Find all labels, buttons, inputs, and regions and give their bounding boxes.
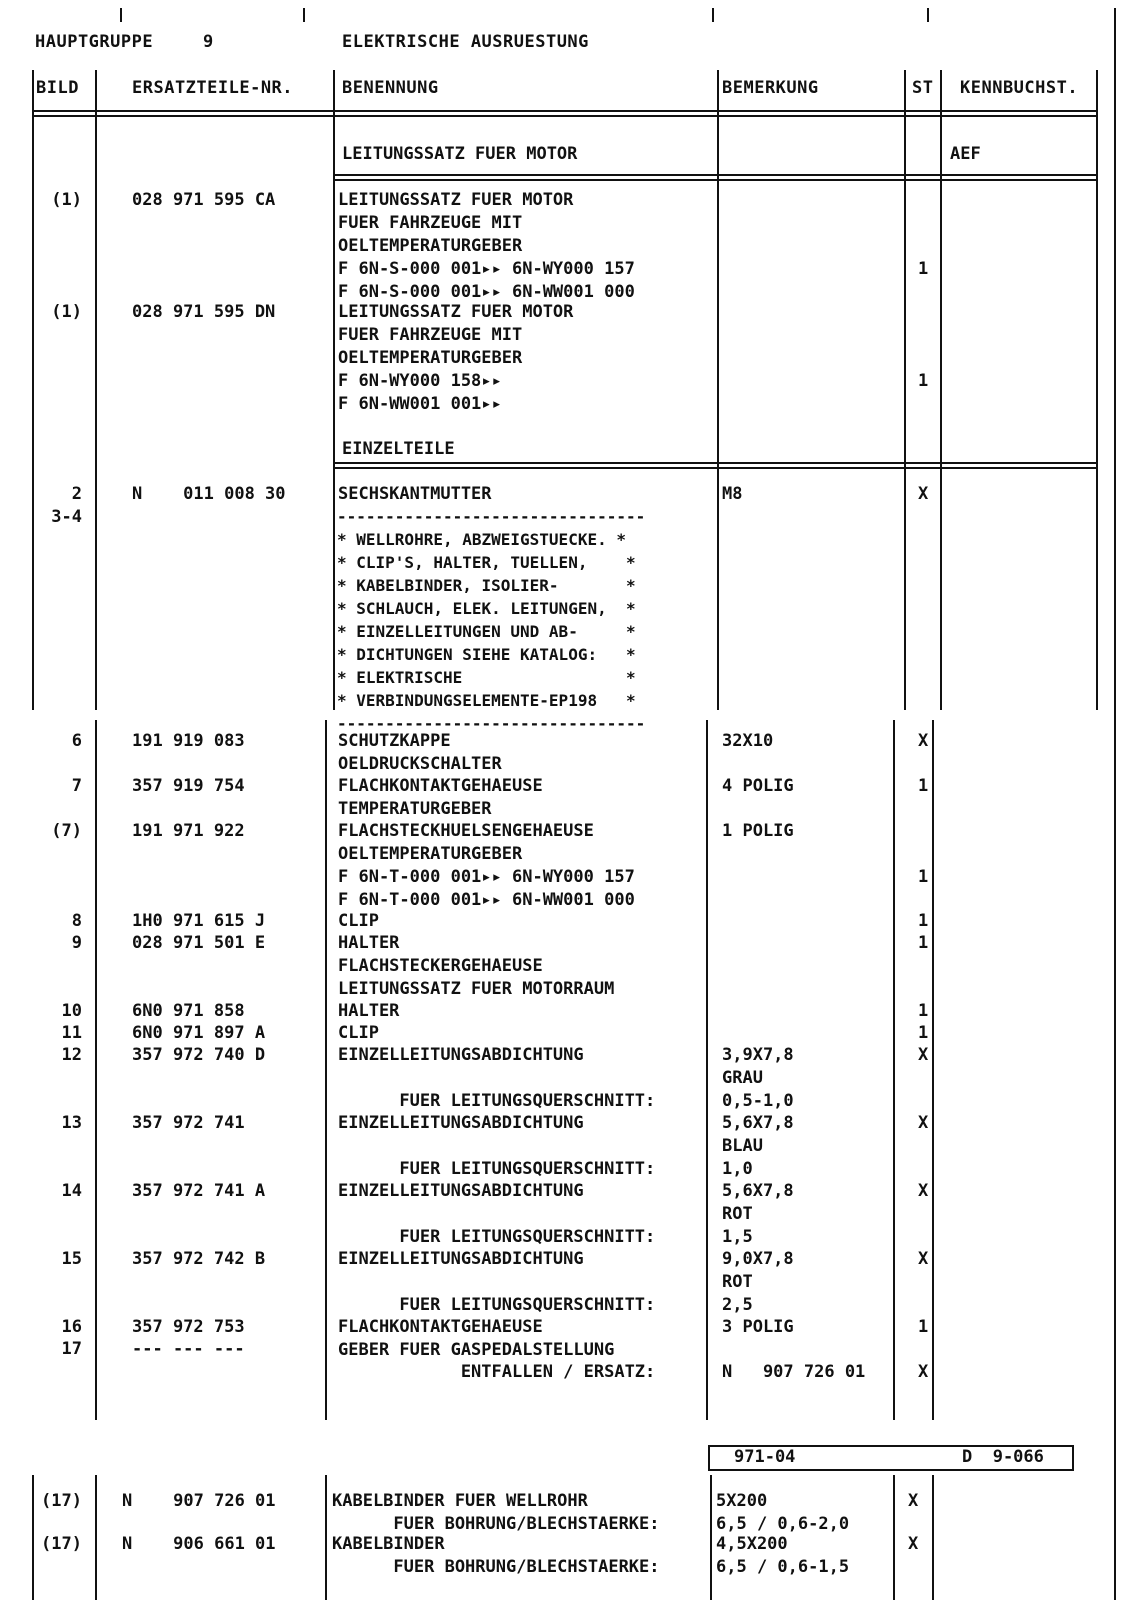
cell-bild: 16 — [61, 1317, 82, 1337]
cell-bemerkung: 32X10 — [722, 731, 774, 751]
page-ref-left: 971-04 — [734, 1447, 796, 1467]
cell-nr: 6N0 971 858 — [132, 1001, 245, 1021]
cell-st: X — [918, 731, 929, 751]
cell-benennung: KABELBINDER FUER BOHRUNG/BLECHSTAERKE: — [332, 1534, 660, 1577]
cell-st: X — [918, 1362, 929, 1382]
col-bild: BILD — [36, 78, 79, 98]
cell-benennung: SCHUTZKAPPE OELDRUCKSCHALTER — [338, 731, 502, 774]
cell-bild: (1) — [51, 302, 82, 322]
cell-bild: 6 — [71, 731, 82, 751]
cell-benennung: FLACHKONTAKTGEHAEUSE TEMPERATURGEBER — [338, 776, 543, 819]
note-box: -------------------------------- * WELLROHRE, ABZWEIGSTUECKE. * * CLIP'S, HALTER, TUELLEN, * * KABELBINDER, ISOLIER- * * SCHLAUCH, ELEK. LEITUNGEN, * * EINZELLEITUNGEN UND AB- * * DICHTUNGEN SIEHE KATALOG: * * ELEKTRISCHE * * VERBINDUNGSELEMENTE-EP198 * -------------------------------- — [337, 507, 646, 733]
cell-st: 1 — [918, 1023, 929, 1043]
cell-bemerkung: 3 POLIG — [722, 1317, 794, 1337]
cell-st: X — [908, 1534, 919, 1554]
cell-nr: 191 919 083 — [132, 731, 245, 751]
cell-bemerkung: 1 POLIG — [722, 821, 794, 841]
cell-st: X — [918, 1249, 929, 1269]
cell-benennung: HALTER — [338, 1001, 400, 1021]
cell-st: X — [918, 1181, 929, 1201]
cell-benennung: HALTER FLACHSTECKERGEHAEUSE LEITUNGSSATZ FUER MOTORRAUM — [338, 933, 615, 999]
cell-benennung: FLACHSTECKHUELSENGEHAEUSE OELTEMPERATURGEBER F 6N-T-000 001▸▸ 6N-WY000 157 F 6N-T-000 001▸▸ 6N-WW001 000 — [338, 821, 635, 910]
section-kennbuchst: AEF — [950, 144, 981, 164]
section-title: LEITUNGSSATZ FUER MOTOR — [342, 144, 578, 164]
cell-bild: 11 — [61, 1023, 82, 1043]
cell-nr: --- --- --- — [132, 1339, 245, 1359]
cell-bemerkung: M8 — [722, 484, 743, 504]
cell-st: 1 — [918, 1001, 929, 1021]
cell-bemerkung: N 907 726 01 — [722, 1362, 866, 1382]
einzelteile-heading: EINZELTEILE — [342, 439, 455, 459]
cell-bild: 17 — [61, 1339, 82, 1359]
cell-benennung: SECHSKANTMUTTER — [338, 484, 492, 504]
cell-benennung: KABELBINDER FUER WELLROHR FUER BOHRUNG/BLECHSTAERKE: — [332, 1491, 660, 1534]
page-ref-right: D 9-066 — [962, 1447, 1044, 1467]
cell-bild: (1) — [51, 190, 82, 210]
cell-st: 1 — [918, 1317, 929, 1337]
cell-nr: 028 971 595 DN — [132, 302, 276, 322]
cell-nr: 357 972 742 B — [132, 1249, 266, 1269]
cell-bild: 15 — [61, 1249, 82, 1269]
cell-bemerkung: 9,0X7,8 ROT 2,5 — [722, 1249, 794, 1315]
col-kb: KENNBUCHST. — [960, 78, 1079, 98]
cell-bild: 12 — [61, 1045, 82, 1065]
cell-st: X — [918, 484, 929, 504]
cell-bemerkung: 5X200 6,5 / 0,6-2,0 — [716, 1491, 850, 1534]
group-number: 9 — [203, 32, 214, 52]
cell-nr: 357 972 740 D — [132, 1045, 266, 1065]
cell-bild: (17) — [41, 1491, 82, 1511]
cell-nr: 357 972 741 A — [132, 1181, 266, 1201]
cell-nr: 6N0 971 897 A — [132, 1023, 266, 1043]
col-benennung: BENENNUNG — [342, 78, 439, 98]
cell-bemerkung: 3,9X7,8 GRAU 0,5-1,0 — [722, 1045, 794, 1111]
cell-bild: (7) — [51, 821, 82, 841]
cell-nr: 357 972 741 — [132, 1113, 245, 1133]
cell-bild: 14 — [61, 1181, 82, 1201]
cell-st: 1 — [918, 933, 929, 953]
group-label: HAUPTGRUPPE — [35, 32, 154, 52]
cell-bemerkung: 5,6X7,8 BLAU 1,0 — [722, 1113, 794, 1179]
cell-nr: 028 971 595 CA — [132, 190, 276, 210]
col-nr: ERSATZTEILE-NR. — [132, 78, 294, 98]
cell-nr: 357 919 754 — [132, 776, 245, 796]
cell-benennung: EINZELLEITUNGSABDICHTUNG FUER LEITUNGSQUERSCHNITT: — [338, 1181, 656, 1247]
cell-st: X — [908, 1491, 919, 1511]
col-bemerkung: BEMERKUNG — [722, 78, 819, 98]
cell-nr: 191 971 922 — [132, 821, 245, 841]
cell-st: 1 — [918, 911, 929, 931]
cell-benennung: ENTFALLEN / ERSATZ: — [460, 1362, 656, 1382]
cell-bild: 7 — [71, 776, 82, 796]
cell-benennung: CLIP — [338, 911, 379, 931]
cell-bild: 8 — [71, 911, 82, 931]
cell-bild: 9 — [71, 933, 82, 953]
cell-benennung: FLACHKONTAKTGEHAEUSE GEBER FUER GASPEDALSTELLUNG — [338, 1317, 615, 1360]
cell-st: 1 — [918, 371, 929, 391]
cell-benennung: LEITUNGSSATZ FUER MOTOR FUER FAHRZEUGE MIT OELTEMPERATURGEBER F 6N-WY000 158▸▸ F 6N-WW001 001▸▸ — [338, 302, 574, 414]
cell-st: 1 — [918, 776, 929, 796]
cell-benennung: EINZELLEITUNGSABDICHTUNG FUER LEITUNGSQUERSCHNITT: — [338, 1249, 656, 1315]
cell-st: 1 — [918, 867, 929, 887]
cell-nr: 028 971 501 E — [132, 933, 266, 953]
cell-benennung: CLIP — [338, 1023, 379, 1043]
col-st: ST — [912, 78, 934, 98]
cell-st: X — [918, 1045, 929, 1065]
cell-st: 1 — [918, 259, 929, 279]
cell-nr: N 906 661 01 — [122, 1534, 276, 1554]
cell-nr: 1H0 971 615 J — [132, 911, 266, 931]
cell-bild: (17) — [41, 1534, 82, 1554]
cell-benennung: EINZELLEITUNGSABDICHTUNG FUER LEITUNGSQUERSCHNITT: — [338, 1045, 656, 1111]
cell-bild: 13 — [61, 1113, 82, 1133]
group-title: ELEKTRISCHE AUSRUESTUNG — [342, 32, 589, 52]
cell-bild: 2 3-4 — [51, 484, 82, 527]
cell-nr: N 907 726 01 — [122, 1491, 276, 1511]
page-ref-box — [708, 1445, 1074, 1471]
cell-st: X — [918, 1113, 929, 1133]
cell-nr: 357 972 753 — [132, 1317, 245, 1337]
cell-nr: N 011 008 30 — [132, 484, 286, 504]
cell-bemerkung: 4,5X200 6,5 / 0,6-1,5 — [716, 1534, 850, 1577]
cell-bemerkung: 5,6X7,8 ROT 1,5 — [722, 1181, 794, 1247]
cell-bild: 10 — [61, 1001, 82, 1021]
cell-benennung: EINZELLEITUNGSABDICHTUNG FUER LEITUNGSQUERSCHNITT: — [338, 1113, 656, 1179]
cell-benennung: LEITUNGSSATZ FUER MOTOR FUER FAHRZEUGE MIT OELTEMPERATURGEBER F 6N-S-000 001▸▸ 6N-WY000 157 F 6N-S-000 001▸▸ 6N-WW001 000 — [338, 190, 635, 302]
cell-bemerkung: 4 POLIG — [722, 776, 794, 796]
